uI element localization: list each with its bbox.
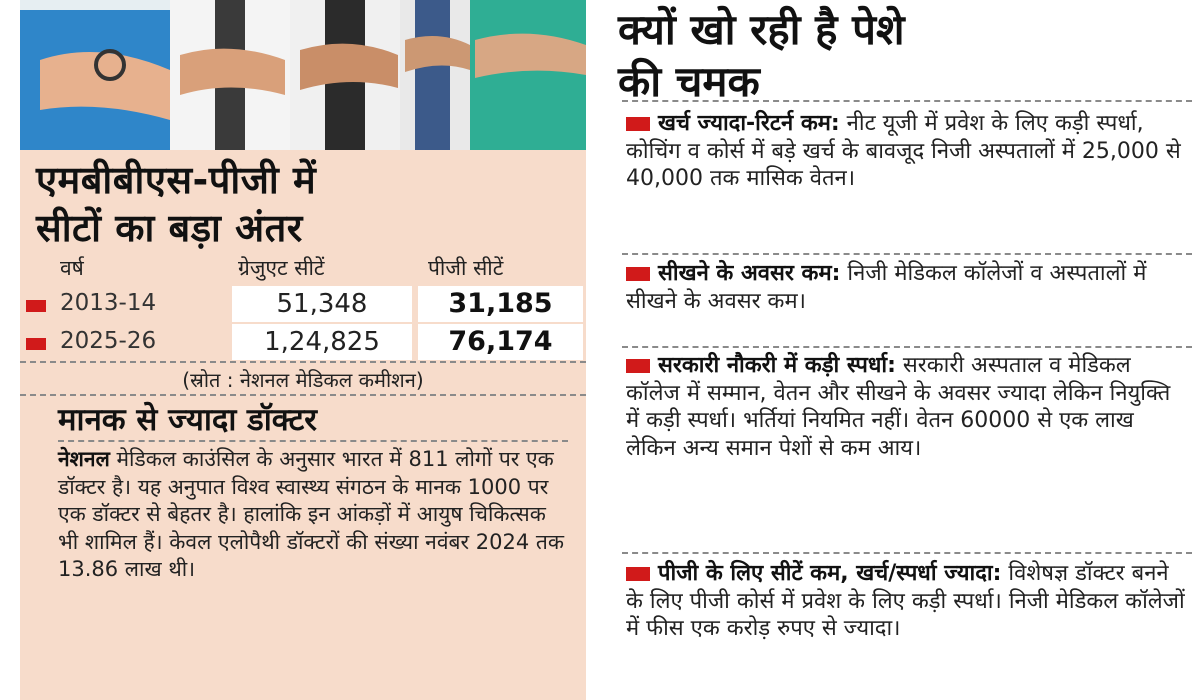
body-lead: नेशनल — [58, 447, 110, 471]
divider — [20, 361, 586, 363]
header-pg-seats: पीजी सीटें — [428, 256, 504, 280]
doctors-headline: मानक से ज्यादा डॉक्टर — [58, 402, 317, 438]
table-header — [20, 252, 586, 282]
bullet-marker — [26, 300, 46, 312]
divider — [622, 100, 1192, 102]
divider — [622, 346, 1192, 348]
divider — [20, 394, 586, 396]
row-year: 2013-14 — [60, 290, 157, 316]
list-item: पीजी के लिए सीटें कम, खर्च/स्पर्धा ज्यादा: विशेषज्ञ डॉक्टर बनने के लिए पीजी कोर्स में प्रवेश के लिए कड़ी स्पर्धा। निजी मेडिकल कॉलेजों में फीस एक करोड़ रुपए से ज्यादा। — [626, 561, 1185, 641]
left-column — [20, 0, 586, 700]
table-row — [20, 286, 586, 324]
bullet-marker — [626, 117, 650, 131]
right-column — [600, 0, 1200, 700]
list-item: सीखने के अवसर कम: निजी मेडिकल कॉलेजों व अस्पतालों में सीखने के अवसर कम। — [626, 261, 1147, 314]
divider — [58, 440, 568, 442]
list-item: सरकारी नौकरी में कड़ी स्पर्धा: सरकारी अस्पताल व मेडिकल कॉलेज में सम्मान, वेतन और सीखने के अवसर ज्यादा लेकिन नियुक्ति में कड़ी स्पर्धा। भर्तियां नियमित नहीं। वेतन 60000 से एक लाख लेकिन अन्य समान पेशों से कम आय। — [626, 353, 1171, 461]
header-graduate-seats: ग्रेजुएट सीटें — [238, 256, 325, 280]
source-note: (स्रोत : नेशनल मेडिकल कमीशन) — [182, 368, 424, 392]
divider — [622, 552, 1192, 554]
doctors-photo — [20, 0, 586, 150]
row-graduate: 1,24,825 — [232, 324, 412, 360]
list-item: खर्च ज्यादा-रिटर्न कम: नीट यूजी में प्रवेश के लिए कड़ी स्पर्धा, कोचिंग व कोर्स में बड़े खर्च के बावजूद निजी अस्पतालों में 25,000 से 40,000 तक मासिक वेतन। — [626, 111, 1181, 191]
doctors-body — [58, 446, 568, 584]
row-pg: 76,174 — [418, 324, 583, 360]
bullet-marker — [626, 359, 650, 373]
bullet-marker — [626, 267, 650, 281]
bullet-marker — [626, 567, 650, 581]
row-pg: 31,185 — [418, 286, 583, 322]
row-year: 2025-26 — [60, 328, 157, 354]
row-graduate: 51,348 — [232, 286, 412, 322]
seats-headline: एमबीबीएस-पीजी में सीटों का बड़ा अंतर — [36, 158, 317, 250]
profession-headline: क्यों खो रही है पेशे की चमक — [618, 5, 905, 106]
header-year: वर्ष — [60, 256, 84, 280]
bullet-marker — [26, 338, 46, 350]
divider — [622, 253, 1192, 255]
body-text: मेडिकल काउंसिल के अनुसार भारत में 811 लोगों पर एक डॉक्टर है। यह अनुपात विश्व स्वास्थ्य संगठन के मानक 1000 पर एक डॉक्टर से बेहतर है। हालांकि इन आंकड़ों में आयुष चिकित्सक भी शामिल हैं। केवल एलोपैथी डॉक्टरों की संख्या नवंबर 2024 तक 13.86 लाख थी। — [58, 447, 564, 581]
table-row — [20, 324, 586, 362]
